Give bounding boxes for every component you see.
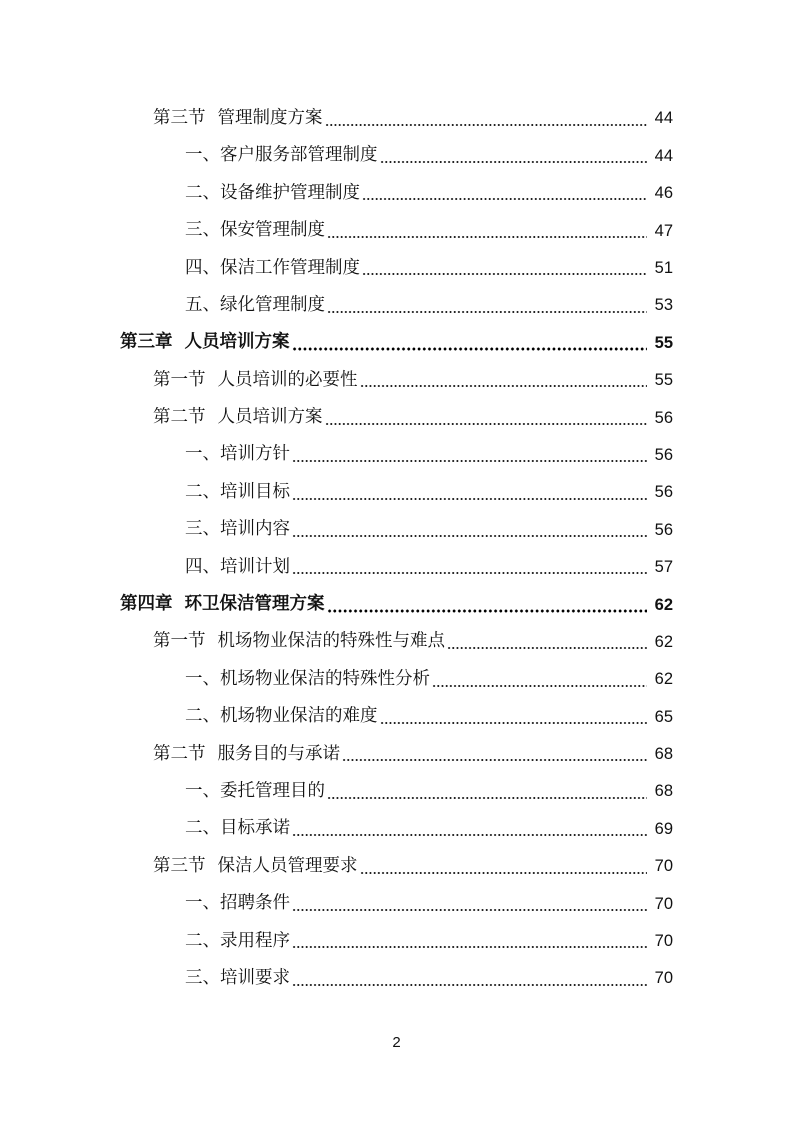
dot-leader (325, 410, 648, 426)
toc-entry-number: 一、 (185, 145, 220, 166)
dot-leader (327, 298, 647, 314)
toc-entry-page: 56 (654, 520, 673, 539)
toc-entry-number: 二、 (185, 706, 220, 727)
toc-entry-text: 培训方针 (220, 444, 290, 465)
toc-entry-number: 第一节 (153, 369, 206, 390)
toc-entry-text: 保洁工作管理制度 (220, 257, 360, 278)
toc-entry[interactable] (0, 511, 793, 548)
toc-entry-title (185, 446, 290, 464)
toc-entry[interactable] (0, 100, 793, 137)
dot-leader (292, 933, 647, 949)
toc-entry-page: 70 (654, 894, 673, 913)
toc-entry-page: 62 (654, 595, 673, 614)
toc-entry-number: 第三章 (120, 332, 173, 353)
table-of-contents (0, 100, 793, 997)
dot-leader (292, 335, 648, 351)
toc-entry-number: 三、 (185, 220, 220, 241)
toc-entry-number: 第四章 (120, 594, 173, 615)
toc-entry[interactable] (0, 923, 793, 960)
toc-entry-page: 51 (654, 259, 673, 277)
toc-entry-number: 三、 (185, 519, 220, 540)
toc-entry-title (153, 107, 323, 128)
toc-entry-title (153, 409, 323, 427)
dot-leader (360, 372, 648, 388)
toc-entry-number: 一、 (185, 893, 220, 914)
toc-entry-title (185, 668, 430, 689)
toc-entry-page: 57 (654, 558, 673, 577)
toc-entry-text: 人员培训方案 (184, 332, 290, 353)
toc-entry-text: 招聘条件 (220, 893, 290, 914)
toc-entry-page: 56 (654, 445, 673, 464)
toc-entry-number: 一、 (185, 780, 220, 801)
toc-entry-text: 绿化管理制度 (220, 294, 325, 315)
toc-entry-number: 二、 (185, 182, 220, 203)
toc-entry-text: 培训计划 (220, 556, 290, 577)
toc-entry-page: 62 (654, 632, 673, 651)
toc-entry-title (185, 967, 290, 988)
toc-entry[interactable] (0, 212, 793, 249)
toc-entry-title (153, 633, 445, 651)
toc-entry[interactable] (0, 287, 793, 324)
toc-entry-page: 44 (654, 109, 673, 128)
toc-entry-title (185, 222, 325, 240)
toc-entry-number: 四、 (185, 556, 220, 577)
dot-leader (292, 447, 647, 463)
toc-entry-page: 47 (654, 221, 673, 240)
toc-entry-page: 56 (654, 408, 673, 427)
toc-entry-title (120, 596, 325, 614)
toc-entry-text: 机场物业保洁的特殊性分析 (220, 668, 430, 689)
toc-entry[interactable] (0, 885, 793, 922)
toc-entry[interactable] (0, 698, 793, 735)
toc-entry-page: 44 (654, 146, 673, 165)
dot-leader (360, 859, 648, 875)
toc-entry-text: 培训要求 (220, 967, 290, 988)
toc-entry-page: 55 (654, 333, 673, 352)
toc-entry[interactable] (0, 362, 793, 399)
dot-leader (292, 971, 647, 987)
dot-leader (292, 485, 647, 501)
toc-entry-text: 培训内容 (220, 519, 290, 540)
toc-chapter-entry[interactable] (0, 324, 793, 361)
toc-entry[interactable] (0, 661, 793, 698)
toc-entry-number: 一、 (185, 444, 220, 465)
toc-entry-title (185, 895, 290, 913)
toc-entry[interactable] (0, 810, 793, 847)
toc-entry[interactable] (0, 437, 793, 474)
toc-entry-page: 68 (654, 745, 673, 764)
dot-leader (292, 559, 647, 575)
toc-entry-text: 培训目标 (220, 481, 290, 502)
toc-entry-text: 委托管理目的 (220, 780, 325, 801)
toc-entry-number: 第三节 (153, 855, 206, 876)
toc-entry-text: 录用程序 (220, 930, 290, 951)
toc-entry-title (185, 820, 290, 838)
dot-leader (292, 821, 647, 837)
toc-entry-page: 62 (654, 670, 673, 689)
toc-entry-text: 人员培训的必要性 (217, 369, 358, 390)
toc-entry-number: 一、 (185, 668, 220, 689)
toc-entry-text: 人员培训方案 (217, 407, 323, 428)
toc-entry-title (185, 257, 360, 278)
toc-entry-page: 46 (654, 184, 673, 203)
toc-entry[interactable] (0, 250, 793, 287)
dot-leader (292, 522, 647, 538)
toc-entry-number: 第三节 (153, 107, 206, 128)
toc-entry-page: 70 (654, 969, 673, 988)
dot-leader (447, 634, 647, 650)
toc-entry-title (185, 147, 378, 165)
toc-entry-number: 二、 (185, 818, 220, 839)
toc-entry-title (185, 294, 325, 315)
toc-entry-text: 机场物业保洁的难度 (220, 706, 378, 727)
toc-entry-title (153, 369, 358, 390)
toc-entry-number: 三、 (185, 967, 220, 988)
toc-entry-title (185, 521, 290, 539)
toc-entry[interactable] (0, 736, 793, 773)
toc-entry-text: 机场物业保洁的特殊性与难点 (217, 631, 445, 652)
dot-leader (362, 185, 647, 201)
toc-entry-number: 五、 (185, 294, 220, 315)
toc-entry-title (185, 481, 290, 502)
toc-entry[interactable] (0, 848, 793, 885)
toc-entry-text: 服务目的与承诺 (217, 743, 340, 764)
toc-entry[interactable] (0, 623, 793, 660)
dot-leader (327, 223, 647, 239)
dot-leader (380, 148, 648, 164)
dot-leader (362, 260, 647, 276)
toc-entry-text: 环卫保洁管理方案 (184, 594, 325, 615)
dot-leader (327, 784, 647, 800)
toc-entry[interactable] (0, 399, 793, 436)
dot-leader (342, 746, 647, 762)
toc-entry-title (185, 780, 325, 801)
toc-entry-page: 56 (654, 483, 673, 502)
toc-entry[interactable] (0, 137, 793, 174)
toc-entry-number: 二、 (185, 930, 220, 951)
toc-entry-title (153, 855, 358, 876)
page-number: 2 (392, 1034, 401, 1051)
toc-entry-title (120, 334, 290, 352)
toc-entry-page: 55 (654, 371, 673, 390)
dot-leader (327, 597, 648, 613)
toc-entry-title (185, 556, 290, 577)
toc-entry-number: 四、 (185, 257, 220, 278)
toc-entry-page: 68 (654, 782, 673, 801)
toc-entry[interactable] (0, 474, 793, 511)
toc-entry-text: 目标承诺 (220, 818, 290, 839)
toc-entry-text: 保安管理制度 (220, 220, 325, 241)
toc-entry[interactable] (0, 773, 793, 810)
toc-entry-title (153, 743, 340, 764)
toc-entry-number: 二、 (185, 481, 220, 502)
toc-entry-number: 第二节 (153, 407, 206, 428)
toc-entry-page: 69 (654, 819, 673, 838)
dot-leader (380, 709, 648, 725)
toc-entry-page: 65 (654, 707, 673, 726)
toc-entry-title (185, 182, 360, 203)
toc-entry-title (185, 708, 378, 726)
toc-entry-text: 设备维护管理制度 (220, 182, 360, 203)
dot-leader (325, 111, 648, 127)
dot-leader (292, 896, 647, 912)
toc-chapter-entry[interactable] (0, 586, 793, 623)
toc-entry-number: 第一节 (153, 631, 206, 652)
toc-entry-page: 70 (654, 932, 673, 951)
dot-leader (432, 672, 647, 688)
toc-entry-page: 70 (654, 857, 673, 876)
toc-entry-title (185, 930, 290, 951)
toc-entry[interactable] (0, 960, 793, 997)
toc-entry-page: 53 (654, 296, 673, 315)
toc-entry-text: 客户服务部管理制度 (220, 145, 378, 166)
toc-entry-text: 保洁人员管理要求 (217, 855, 358, 876)
toc-entry[interactable] (0, 175, 793, 212)
toc-entry-number: 第二节 (153, 743, 206, 764)
toc-entry[interactable] (0, 549, 793, 586)
toc-entry-text: 管理制度方案 (217, 107, 323, 128)
